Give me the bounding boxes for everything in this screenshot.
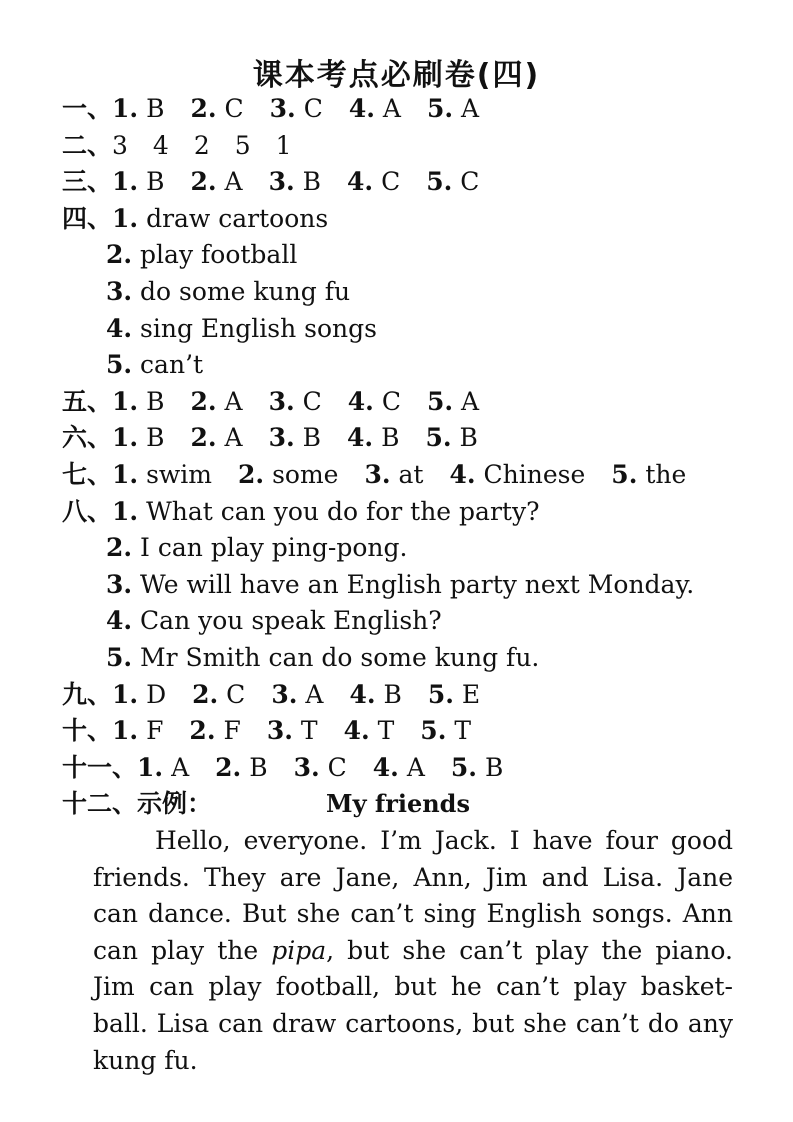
item-answer: B xyxy=(138,167,165,197)
section-label: 八、 xyxy=(62,496,113,526)
item-number: 2. xyxy=(190,423,217,453)
item-number: 3. xyxy=(271,679,298,709)
item-number: 5. xyxy=(420,716,447,746)
item-answer: B xyxy=(138,94,165,123)
item-answer: sing English songs xyxy=(132,313,377,343)
section-label: 四、 xyxy=(62,203,113,233)
answer-line xyxy=(106,570,694,600)
item-answer: D xyxy=(138,679,167,709)
item-number: 1. xyxy=(112,496,139,526)
item-answer: What can you do for the party? xyxy=(138,496,540,526)
essay-title: My friends xyxy=(326,789,470,819)
item-number: 2. xyxy=(190,167,217,197)
item-answer: draw cartoons xyxy=(138,203,329,233)
answer-line xyxy=(62,716,471,746)
item-number: 4. xyxy=(106,606,133,636)
item-answer: B xyxy=(477,752,504,782)
item-number: 2. xyxy=(192,679,219,709)
section-label: 五、 xyxy=(62,386,113,416)
item-number: 3. xyxy=(268,167,295,197)
item-answer: C xyxy=(218,679,246,709)
item-answer: C xyxy=(294,386,322,416)
item-number: 3. xyxy=(268,423,295,453)
item-number: 4. xyxy=(349,679,376,709)
item-answer: B xyxy=(138,386,165,416)
item-number: 2. xyxy=(189,716,216,746)
answer-line xyxy=(62,131,292,161)
item-number: 1. xyxy=(112,716,139,746)
item-answer: F xyxy=(138,716,164,746)
item-answer: swim xyxy=(138,460,213,489)
essay-italic: pipa xyxy=(271,935,327,965)
item-answer: E xyxy=(453,679,481,709)
item-answer: T xyxy=(369,716,395,746)
item-number: 2. xyxy=(215,752,242,782)
item-number: 5. xyxy=(611,460,638,489)
essay-text: , but she can’t play the piano. Jim can play football, but he can’t play basket-ball. Lisa can draw cartoons, but she can’t do any kung fu. xyxy=(93,935,733,1075)
item-answer: 3 4 2 5 1 xyxy=(112,130,292,160)
answer-line xyxy=(106,277,350,307)
answer-line xyxy=(62,423,478,453)
item-answer: B xyxy=(138,423,165,453)
item-number: 5. xyxy=(450,752,477,782)
answer-line xyxy=(62,204,328,234)
item-answer: T xyxy=(292,716,318,746)
answer-line xyxy=(62,387,479,417)
section-label: 一、 xyxy=(62,94,113,123)
section-label: 七、 xyxy=(62,460,113,489)
item-number: 4. xyxy=(347,386,374,416)
section-label: 三、 xyxy=(62,167,113,197)
essay-paragraph xyxy=(93,823,733,1079)
item-number: 5. xyxy=(426,386,454,416)
item-number: 5. xyxy=(425,423,452,453)
item-answer: at xyxy=(390,460,424,489)
section-label: 六、 xyxy=(62,423,113,453)
item-number: 5. xyxy=(426,94,454,123)
item-answer: A xyxy=(216,386,243,416)
item-number: 1. xyxy=(112,679,139,709)
item-number: 1. xyxy=(112,386,139,416)
answer-line xyxy=(62,680,480,710)
item-number: 3. xyxy=(364,460,391,489)
answer-line xyxy=(106,240,297,270)
answer-line xyxy=(106,314,377,344)
item-number: 4. xyxy=(372,752,399,782)
item-number: 3. xyxy=(268,386,295,416)
section-label: 二、 xyxy=(62,130,113,160)
essay-label xyxy=(62,789,212,819)
item-number: 1. xyxy=(112,94,139,123)
item-answer: A xyxy=(453,94,480,123)
page-title: 课本考点必刷卷(四) xyxy=(252,58,541,93)
item-answer: C xyxy=(373,386,401,416)
answer-line xyxy=(62,167,479,197)
item-answer: play football xyxy=(132,240,298,270)
item-answer: C xyxy=(373,167,401,197)
item-answer: B xyxy=(373,423,400,453)
item-number: 1. xyxy=(112,167,139,197)
item-answer: We will have an English party next Monday. xyxy=(132,569,695,599)
answer-line xyxy=(106,606,442,636)
item-answer: C xyxy=(319,752,347,782)
item-answer: B xyxy=(451,423,478,453)
section-label: 十二、示例： xyxy=(62,789,213,819)
item-number: 3. xyxy=(106,569,133,599)
item-answer: B xyxy=(241,752,268,782)
section-label: 九、 xyxy=(62,679,113,709)
item-number: 3. xyxy=(269,94,296,123)
item-answer: F xyxy=(215,716,241,746)
item-number: 5. xyxy=(106,350,133,380)
item-answer: A xyxy=(453,386,480,416)
item-number: 2. xyxy=(190,386,217,416)
item-number: 4. xyxy=(347,423,374,453)
essay-text: Hello, everyone. I’m Jack. I have four good friends. They are Jane, Ann, Jim and Lisa. Jane can dance. But she can’t sing English songs. Ann can play the xyxy=(93,826,733,965)
item-answer: C xyxy=(216,94,244,123)
item-number: 3. xyxy=(266,716,293,746)
answer-line xyxy=(106,350,203,380)
item-number: 1. xyxy=(112,460,139,489)
item-answer: some xyxy=(264,460,339,489)
item-answer: B xyxy=(294,423,322,453)
item-number: 3. xyxy=(293,752,320,782)
answer-line xyxy=(106,643,539,673)
item-number: 1. xyxy=(137,752,164,782)
section-label: 十、 xyxy=(62,716,113,746)
answer-line xyxy=(62,460,686,490)
item-number: 5. xyxy=(106,643,133,672)
item-answer: A xyxy=(374,94,401,123)
item-number: 3. xyxy=(106,277,133,306)
item-answer: do some kung fu xyxy=(132,277,351,306)
answer-line xyxy=(62,94,479,124)
item-answer: can’t xyxy=(132,350,204,380)
item-number: 2. xyxy=(190,94,217,123)
item-number: 4. xyxy=(347,167,374,197)
item-number: 1. xyxy=(112,423,139,453)
item-answer: Mr Smith can do some kung fu. xyxy=(132,643,540,672)
answer-line xyxy=(62,497,539,527)
item-answer: B xyxy=(294,167,322,197)
item-number: 4. xyxy=(343,716,370,746)
item-answer: Chinese xyxy=(475,460,586,489)
item-number: 1. xyxy=(112,203,139,233)
item-number: 5. xyxy=(427,679,454,709)
section-label: 十一、 xyxy=(62,752,138,782)
item-number: 2. xyxy=(238,460,265,489)
answer-line xyxy=(106,533,407,563)
item-answer: Can you speak English? xyxy=(132,606,442,636)
item-answer: A xyxy=(297,679,324,709)
item-number: 4. xyxy=(449,460,476,489)
item-number: 4. xyxy=(106,313,133,343)
item-answer: C xyxy=(295,94,323,123)
item-answer: A xyxy=(163,752,190,782)
item-answer: B xyxy=(375,679,402,709)
item-number: 2. xyxy=(106,533,133,563)
item-answer: A xyxy=(216,423,243,453)
item-answer: I can play ping-pong. xyxy=(132,533,408,563)
item-answer: A xyxy=(216,167,243,197)
item-answer: the xyxy=(637,460,687,489)
item-answer: A xyxy=(398,752,425,782)
item-number: 5. xyxy=(426,167,453,197)
item-answer: C xyxy=(452,167,480,197)
answer-line xyxy=(62,753,503,783)
item-answer: T xyxy=(446,716,472,746)
item-number: 4. xyxy=(348,94,375,123)
item-number: 2. xyxy=(106,240,133,270)
